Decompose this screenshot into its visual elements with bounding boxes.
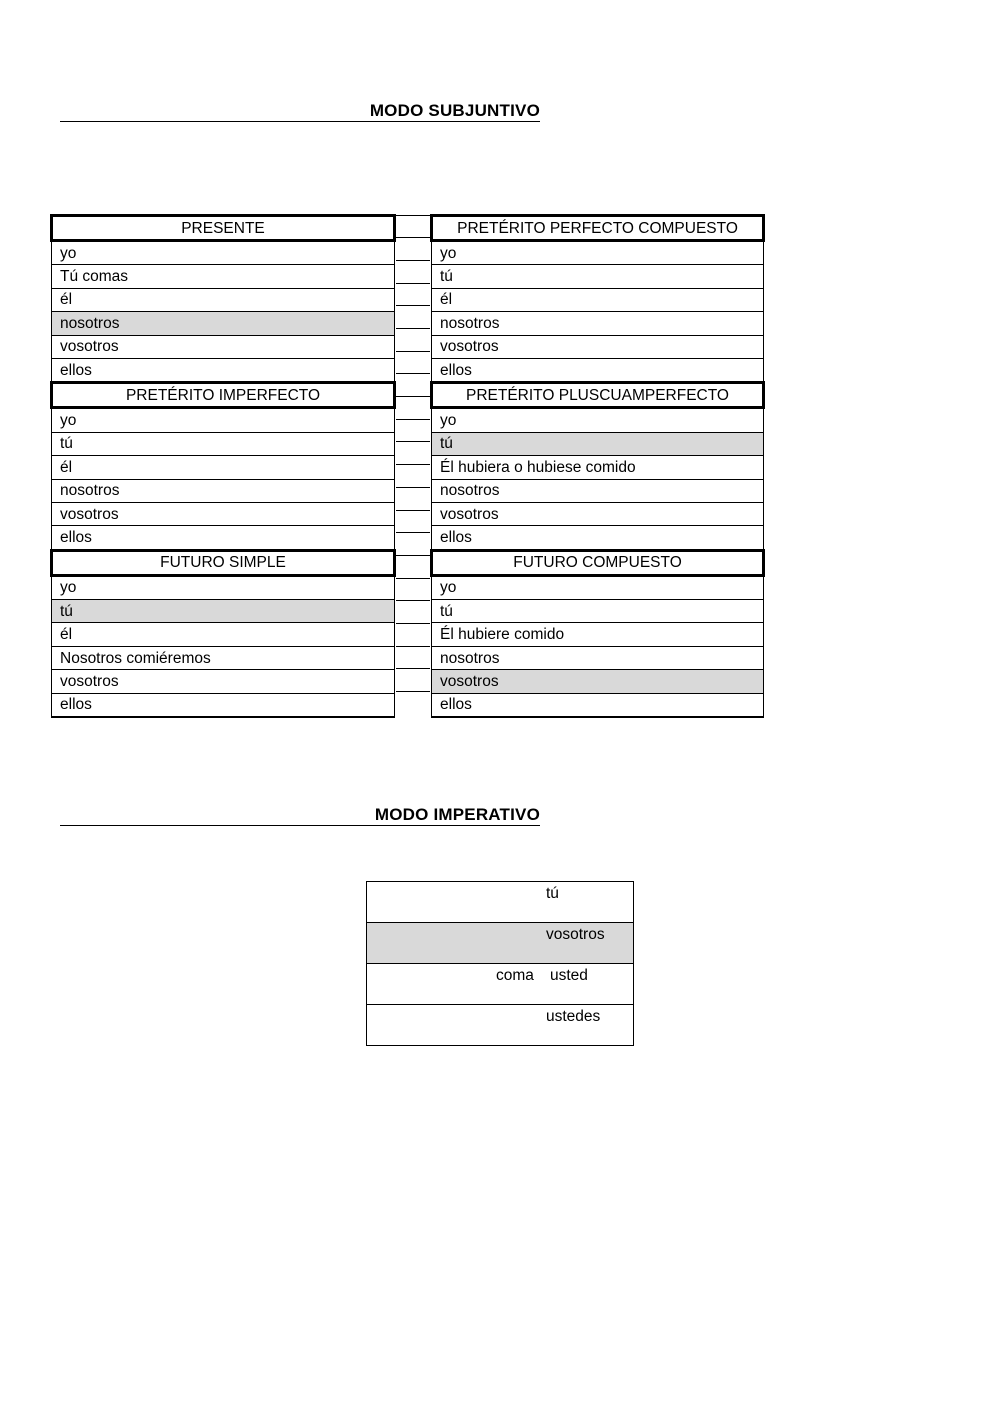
gap-line xyxy=(396,215,430,216)
imperative-pronoun: usted xyxy=(550,967,588,984)
gap-line xyxy=(396,441,430,442)
conjugation-cell[interactable]: él xyxy=(52,456,395,479)
gap-line xyxy=(396,260,430,261)
gap-line xyxy=(396,623,430,624)
conjugation-cell[interactable]: tú xyxy=(52,600,395,623)
conjugation-cell[interactable]: vosotros xyxy=(52,335,395,358)
gap-line xyxy=(396,668,430,669)
conjugation-row xyxy=(432,432,764,455)
gap-line xyxy=(396,600,430,601)
conjugation-cell[interactable]: ellos xyxy=(432,693,764,717)
conjugation-row xyxy=(52,312,395,335)
conjugation-cell[interactable]: tú xyxy=(432,265,764,288)
gap-line xyxy=(396,487,430,488)
conjugation-row xyxy=(432,265,764,288)
conjugation-cell[interactable]: Él hubiere comido xyxy=(432,623,764,646)
tense-title: PRESENTE xyxy=(52,216,395,241)
subjuntivo-table-left xyxy=(50,214,396,718)
conjugation-cell[interactable]: vosotros xyxy=(432,335,764,358)
conjugation-row xyxy=(52,241,395,265)
heading-subjuntivo-line xyxy=(60,97,540,122)
conjugation-row xyxy=(432,479,764,502)
conjugation-cell[interactable]: tú xyxy=(52,432,395,455)
gap-line xyxy=(396,351,430,352)
conjugation-row xyxy=(52,502,395,525)
conjugation-cell[interactable]: nosotros xyxy=(52,312,395,335)
conjugation-row xyxy=(432,623,764,646)
tense-title: PRETÉRITO IMPERFECTO xyxy=(52,383,395,408)
conjugation-cell[interactable]: vosotros xyxy=(52,670,395,693)
imperative-cell[interactable] xyxy=(367,923,634,964)
imperative-row xyxy=(367,882,634,923)
tense-title: FUTURO COMPUESTO xyxy=(432,550,764,575)
tense-title: FUTURO SIMPLE xyxy=(52,550,395,575)
conjugation-row xyxy=(432,408,764,432)
imperativo-table xyxy=(366,881,634,1046)
gap-line xyxy=(396,328,430,329)
gap-line xyxy=(396,691,430,692)
conjugation-cell[interactable]: nosotros xyxy=(432,479,764,502)
conjugation-cell[interactable]: tú xyxy=(432,600,764,623)
gap-line xyxy=(396,578,430,579)
imperative-row xyxy=(367,923,634,964)
imperative-cell[interactable] xyxy=(367,882,634,923)
conjugation-cell[interactable]: él xyxy=(52,288,395,311)
conjugation-row xyxy=(52,670,395,693)
tense-title: PRETÉRITO PLUSCUAMPERFECTO xyxy=(432,383,764,408)
imperative-row xyxy=(367,964,634,1005)
gap-line xyxy=(396,646,430,647)
conjugation-row xyxy=(432,241,764,265)
tense-header-row xyxy=(52,383,395,408)
conjugation-cell[interactable]: nosotros xyxy=(52,479,395,502)
gap-line xyxy=(396,396,430,397)
conjugation-cell[interactable]: ellos xyxy=(52,358,395,382)
conjugation-row xyxy=(52,600,395,623)
conjugation-cell[interactable]: Tú comas xyxy=(52,265,395,288)
gap-line xyxy=(396,464,430,465)
gap-line xyxy=(396,373,430,374)
conjugation-cell[interactable]: vosotros xyxy=(432,670,764,693)
conjugation-row xyxy=(432,575,764,599)
conjugation-cell[interactable]: ellos xyxy=(432,358,764,382)
tense-header-row xyxy=(52,216,395,241)
conjugation-cell[interactable]: nosotros xyxy=(432,312,764,335)
tense-header-row xyxy=(432,383,764,408)
conjugation-row xyxy=(432,312,764,335)
tense-title: PRETÉRITO PERFECTO COMPUESTO xyxy=(432,216,764,241)
gap-line xyxy=(396,237,430,238)
conjugation-cell[interactable]: tú xyxy=(432,432,764,455)
conjugation-row xyxy=(52,288,395,311)
conjugation-row xyxy=(432,456,764,479)
imperative-cell[interactable] xyxy=(367,964,634,1005)
conjugation-row xyxy=(432,693,764,717)
gap-line xyxy=(396,510,430,511)
conjugation-cell[interactable]: ellos xyxy=(432,526,764,550)
gap-line xyxy=(396,532,430,533)
conjugation-row xyxy=(432,288,764,311)
conjugation-cell[interactable]: yo xyxy=(432,575,764,599)
conjugation-row xyxy=(432,600,764,623)
conjugation-row xyxy=(52,265,395,288)
subjuntivo-table-right xyxy=(430,214,765,718)
conjugation-row xyxy=(432,335,764,358)
imperative-cell[interactable] xyxy=(367,1005,634,1046)
imperative-pronoun: ustedes xyxy=(546,1008,601,1025)
tense-header-row xyxy=(432,216,764,241)
conjugation-row xyxy=(52,432,395,455)
conjugation-cell[interactable]: él xyxy=(432,288,764,311)
conjugation-cell[interactable]: nosotros xyxy=(432,646,764,669)
conjugation-row xyxy=(432,502,764,525)
tense-header-row xyxy=(52,550,395,575)
heading-imperativo: MODO IMPERATIVO xyxy=(374,805,540,824)
conjugation-cell[interactable]: yo xyxy=(52,575,395,599)
conjugation-row xyxy=(52,575,395,599)
conjugation-row xyxy=(52,693,395,717)
gap-line xyxy=(396,283,430,284)
conjugation-cell[interactable]: vosotros xyxy=(52,502,395,525)
conjugation-cell[interactable]: Nosotros comiéremos xyxy=(52,646,395,669)
imperative-pronoun: tú xyxy=(546,885,559,902)
conjugation-cell[interactable]: yo xyxy=(432,408,764,432)
conjugation-row xyxy=(52,456,395,479)
conjugation-cell[interactable]: yo xyxy=(52,408,395,432)
conjugation-row xyxy=(52,358,395,382)
conjugation-cell[interactable]: yo xyxy=(432,241,764,265)
conjugation-row xyxy=(52,335,395,358)
conjugation-row xyxy=(52,646,395,669)
imperative-row xyxy=(367,1005,634,1046)
conjugation-row xyxy=(52,479,395,502)
conjugation-row xyxy=(52,526,395,550)
gap-line xyxy=(396,555,430,556)
imperative-pronoun: vosotros xyxy=(546,926,605,943)
conjugation-cell[interactable]: ellos xyxy=(52,526,395,550)
heading-imperativo-line xyxy=(60,801,540,826)
conjugation-cell[interactable]: Él hubiera o hubiese comido xyxy=(432,456,764,479)
gap-line xyxy=(396,305,430,306)
conjugation-cell[interactable]: ellos xyxy=(52,693,395,717)
imperative-verb: coma xyxy=(496,967,534,984)
heading-subjuntivo: MODO SUBJUNTIVO xyxy=(369,101,540,120)
conjugation-cell[interactable]: yo xyxy=(52,241,395,265)
conjugation-row xyxy=(432,670,764,693)
conjugation-row xyxy=(52,623,395,646)
tense-header-row xyxy=(432,550,764,575)
conjugation-row xyxy=(432,358,764,382)
conjugation-cell[interactable]: él xyxy=(52,623,395,646)
gap-line xyxy=(396,419,430,420)
conjugation-row xyxy=(52,408,395,432)
conjugation-cell[interactable]: vosotros xyxy=(432,502,764,525)
conjugation-row xyxy=(432,526,764,550)
conjugation-row xyxy=(432,646,764,669)
